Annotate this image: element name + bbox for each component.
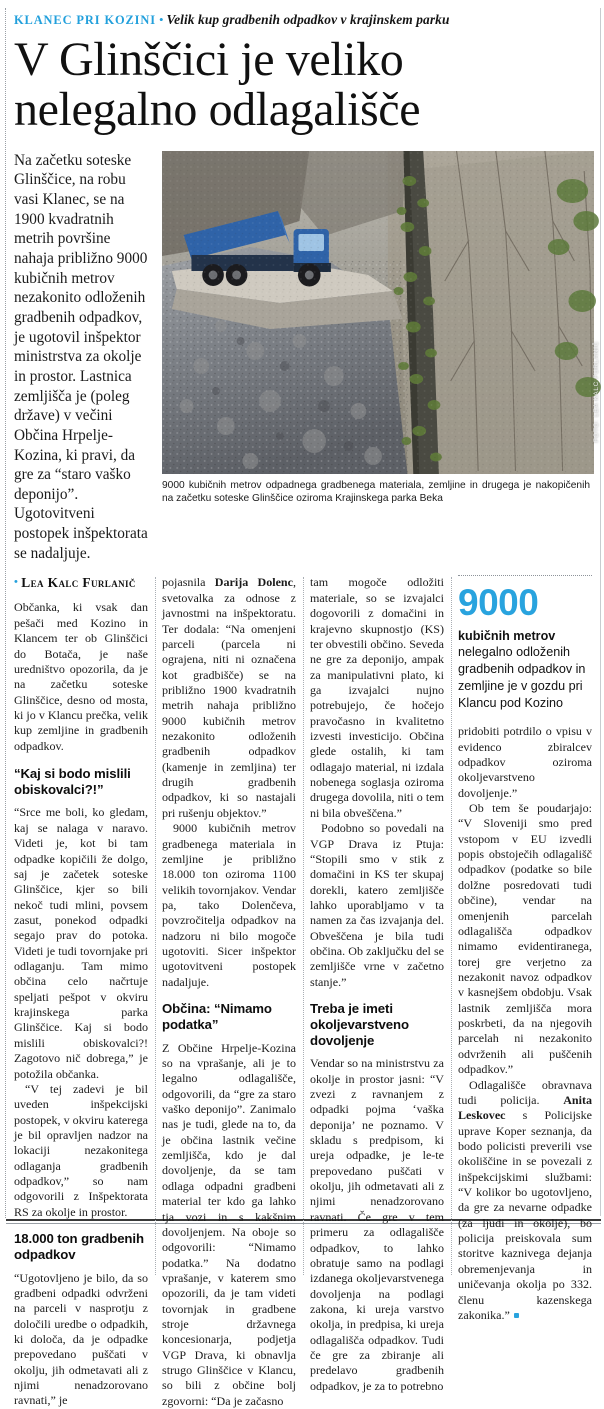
paragraph: Ob tem še poudarjajo: “V Sloveniji smo pred vstopom v EU izvedli popis obstoječih odlagališč odpadkov (podatke so bile dolžne posredovati tudi občine), vendar na omenjenih parcelah odlagališča odpadkov nimamo evidentiranega, torej gre verjetno za nezakonit navoz odpadkov v kasnejšem obdobju. Vsak lastnik zemljišča mora poskrbeti, da na njegovih parcelah ni nezakonito odvrženih ali puščenih odpadkov.” — [458, 801, 592, 1077]
byline — [14, 575, 148, 591]
headline-line-1: V Glinščici je veliko — [14, 32, 404, 86]
pullout-number: 9000 — [458, 582, 539, 624]
paragraph-tail: s Policijske uprave Koper seznanja, da bodo policisti preverili vse okoliščine in se povezali z inšpekcijskimi službami: “V kolikor bo ugotovljeno, da gre za nevarne odpadke (za ljudi in okolje), bo policija preiskovala sum storitve kaznivega dejanja obremenjevanja in uničevanja okolja po 332. členu kazenskega zakonika.” — [458, 1108, 592, 1322]
hero-section — [14, 151, 600, 564]
section-heading: Treba je imeti okoljevarstveno dovoljenje — [310, 1001, 409, 1048]
photo-caption: 9000 kubičnih metrov odpadnega gradbenega materiala, zemljine in drugega je nakopičenih na začetku soteske Glinščice oziroma Krajinskega parka Beka — [162, 479, 590, 505]
page-title — [14, 32, 594, 136]
column-3 — [303, 575, 451, 1393]
photo-credit: FOTO: LEA KALC FURLANIČ — [593, 340, 600, 442]
kicker-subtitle: Velik kup gradbenih odpadkov v krajinskem parku — [166, 12, 450, 27]
end-mark — [514, 1313, 519, 1318]
paragraph: Podobno so povedali na VGP Drava iz Ptuja: “Stopili smo v stik z domačini in KS ter skupaj dorekli, katero zemljišče lahko uporabljamo v ta namen za čas izvajanja del. Obveščena je bila tudi občina. Ob zaključku del se zemljišče vrne v začetno stanje.” — [310, 821, 444, 989]
section-heading: “Kaj si bodo mislili obiskovalci?!” — [14, 766, 131, 797]
paragraph: pridobiti potrdilo o vpisu v evidenco zbiralcev odpadkov oziroma okoljevarstveno dovoljenje.” — [458, 724, 592, 800]
paragraph-lead: pojasnila — [162, 575, 215, 590]
paragraph: Vendar so na ministrstvu za okolje in prostor jasni: “V zvezi z ravnanjem z odpadki pojma ‘vaška deponija’ ne poznamo. V skladu s predpisom, ki ureja odpadke, je le-te prepovedano puščati v okolju, jih odmetavati ali z njimi nenadzorovano ravnati. Če gre v tem primeru za odlagališče odpadkov, to lahko obratuje samo na podlagi izdanega okoljevarstvenega dovoljenja na podlagi zakona, ki ureja varstvo okolja, in predpisa, ki ureja odlagališča odpadkov. Tudi če gre za zbiranje ali predelavo gradbenih odpadkov, je za to potrebno — [310, 1056, 444, 1393]
column-4 — [451, 575, 594, 1322]
byline-author: Lea Kalc Furlanič — [21, 575, 136, 591]
article-photo — [162, 151, 600, 474]
pullout-text — [458, 628, 592, 712]
person-name: Anita Leskovec — [458, 1092, 592, 1123]
paragraph — [162, 575, 296, 821]
column-2 — [155, 575, 303, 1408]
paragraph — [458, 1078, 592, 1324]
pullout-rest: nelegalno odloženih gradbenih odpadkov in zemljine je v gozdu pri Klancu pod Kozino — [458, 645, 586, 710]
paragraph-tail: , svetovalka za odnose z javnostmi na inšpektoratu. Ter dodala: “Na omenjeni parceli (parcela ni ograjena, niti ni označena kot gradbišče) se na približno 1900 kvadratnih metrih nahaja približno 9000 kubičnih metrov nezakonito odloženih gradbenih odpadkov (kamenje in zemljina) ter drugih gradbenih odpadkov, ki so nastajali pri rušenju objektov.” — [162, 575, 296, 820]
photo-illustration — [162, 151, 594, 474]
section-heading: Občina: “Nimamo podatka” — [162, 1001, 272, 1032]
column-1 — [14, 575, 155, 1408]
article-columns — [14, 575, 594, 1408]
kicker-separator-dot: • — [158, 12, 164, 27]
left-edge-rule — [5, 8, 6, 1218]
paragraph: tam mogoče odložiti materiale, so se izvajalci dogovorili z domačini in krajevno skupnostjo (KS) ter obvestili občino. Seveda ne gre za deponijo, ampak za manipulativni plato, ki ga izvajalci nujno potrebujejo, če hočejo pravočasno in kvalitetno izvesti investicijo. Občina glede ostalih, ki tam odlagajo material, ni izdala nobenega soglasja oziroma drugega dovolila, niti o tem ni bila obveščena.” — [310, 575, 444, 820]
section-heading: 18.000 ton gradbenih odpadkov — [14, 1231, 144, 1262]
paragraph-lead: Odlagališče obravnava tudi policija. — [458, 1077, 592, 1107]
right-edge-rule — [600, 8, 601, 1216]
paragraph: “V tej zadevi je bil uveden inšpekcijski postopek, v okviru katerega je bil opravljen nadzor na lokaciji nezakonitega odlaganja gradbenih odpadkov,” so nam odgovorili z Inšpektorata RS za okolje in prostor. — [14, 1081, 148, 1219]
pullout-box — [458, 575, 592, 711]
paragraph: “Srce me boli, ko gledam, kaj se nalaga v naravo. Videti je, kot bi tam odpadke kopičili že dolgo, saj je začetek soteske Glinščice, kjer so bili nekoč tudi mlini, povsem zasut, ponekod odpadki segajo prav do potoka. Videti je tudi tovornjake pri odlaganju. Tam mimo občina celo načrtuje speljati pešpot v okviru krajinskega parka Glinščice. Kaj si bodo mislili obiskovalci?! Zagotovo nič dobrega,” je potožila občanka. — [14, 805, 148, 1081]
pullout-bold-lead: kubičnih metrov — [458, 628, 556, 643]
paragraph: Z Občine Hrpelje-Kozina so na vprašanje, ali je to legalno odlagališče, odgovorili, da “gre za staro vaško deponijo”. Zanimalo nas je tudi, glede na to, da je občina lastnik večine zemljišča, kdo je dal dovoljenje, da se tam odlaga odpadni gradbeni material ter kdo ga lahko tja vozi in s kakšnim dovoljenjem. Na oboje so odgovorili: “Nimamo podatka.” Na dodatno vprašanje, v katerem smo opozorili, da je tam videti tovornjak in gradbene stroje državnega koncesionarja, podjetja VGP Drava, ki obnavlja strugo Glinščice v Klancu, so bili z občine bolj zgovorni: “Da je začasno — [162, 1040, 296, 1408]
paragraph: 9000 kubičnih metrov gradbenega materiala in zemljine je približno 18.000 ton oziroma 1100 velikih tovornjakov. Vendar pa, tako Dolenčeva, povzročitelja odpadkov na nadzoru ni bilo mogoče ugotoviti. Sicer inšpektor ugotovitveni postopek nadaljuje. — [162, 821, 296, 989]
intro-paragraph: Na začetku soteske Glinščice, na robu vasi Klanec, se na 1900 kvadratnih metrih površine nahaja približno 9000 kubičnih metrov nezakonito odloženih gradbenih odpadkov, je ugotovil inšpektor ministrstva za okolje in prostor. Lastnica zemljišča je (poleg države) v večini Občina Hrpelje-Kozina, ki pravi, da gre za “staro vaško deponijo”. Ugotovitveni postopek inšpektorata se nadaljuje. — [14, 151, 148, 562]
person-name: Darija Dolenc — [214, 575, 293, 590]
photo-block — [162, 151, 600, 507]
paragraph: “Ugotovljeno je bilo, da so gradbeni odpadki odvrženi na parceli v nasprotju z določili uredbe o odpadkih, ki določa, da je odpadke prepovedano puščati v okolju, jih odmetavati ali z njimi nenadzorovano ravnati,” je — [14, 1270, 148, 1408]
kicker — [14, 13, 594, 28]
kicker-location: KLANEC PRI KOZINI — [14, 13, 156, 27]
paragraph: Občanka, ki vsak dan pešači med Kozino in Klancem ter ob Glinščici do Botača, je naše uredništvo opozorila, da je na začetku soteske Glinščice, desno od mosta, ki jo v Klancu prečka, velik kup zemljine in gradbenih odpadkov. — [14, 600, 148, 753]
headline-line-2: nelegalno odlagališče — [14, 82, 421, 136]
byline-dot: • — [14, 576, 19, 589]
